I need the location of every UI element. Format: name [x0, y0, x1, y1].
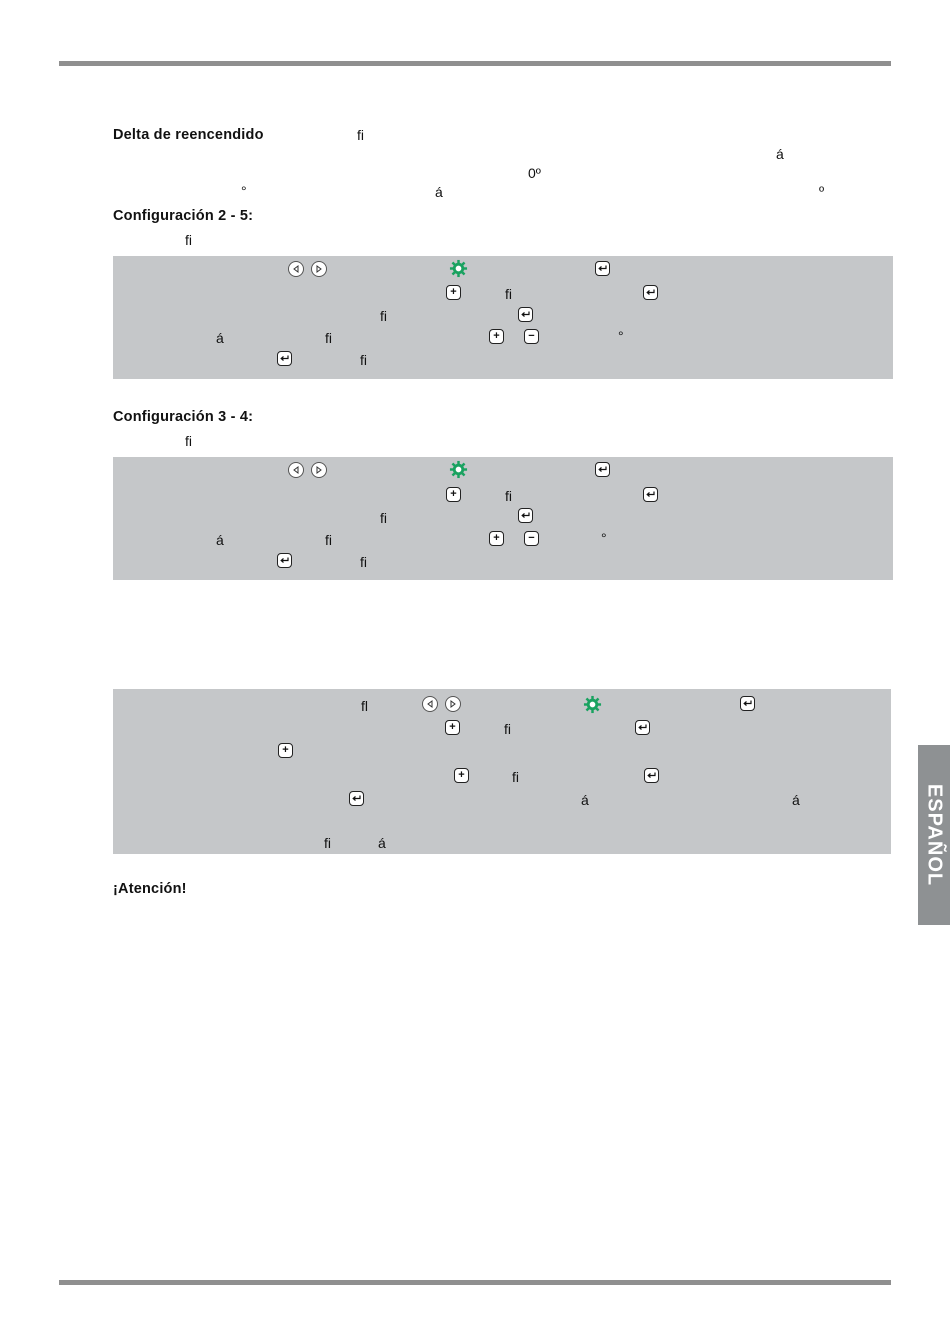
- body-glyph: á: [792, 792, 800, 808]
- body-glyph: °: [601, 530, 607, 546]
- body-glyph: á: [378, 835, 386, 851]
- language-label: ESPAÑOL: [923, 783, 946, 887]
- body-glyph: á: [776, 146, 784, 162]
- gear-icon: [449, 460, 468, 479]
- enter-button-icon: [518, 307, 533, 322]
- right-arrow-icon: [445, 696, 461, 712]
- left-arrow-icon: [288, 462, 304, 478]
- body-glyph: á: [435, 184, 443, 200]
- plus-button-icon: +: [489, 531, 504, 546]
- config-3-4-heading: Configuración 3 - 4:: [113, 409, 254, 425]
- body-glyph: 0º: [528, 165, 541, 181]
- right-arrow-icon: [311, 462, 327, 478]
- body-glyph: º: [819, 183, 825, 199]
- instruction-panel-config-2-5: [113, 256, 893, 379]
- delta-heading: Delta de reencendido: [113, 127, 264, 143]
- body-glyph: fi: [357, 127, 364, 143]
- left-arrow-icon: [422, 696, 438, 712]
- enter-button-icon: [595, 261, 610, 276]
- body-glyph: á: [216, 532, 224, 548]
- bottom-rule: [59, 1280, 891, 1285]
- plus-button-icon: +: [446, 285, 461, 300]
- enter-button-icon: [518, 508, 533, 523]
- enter-button-icon: [349, 791, 364, 806]
- config-2-5-heading: Configuración 2 - 5:: [113, 208, 254, 224]
- enter-button-icon: [277, 351, 292, 366]
- attention-heading: ¡Atención!: [113, 881, 187, 897]
- body-glyph: fi: [185, 232, 192, 248]
- enter-button-icon: [643, 285, 658, 300]
- body-glyph: fi: [325, 330, 332, 346]
- body-glyph: fi: [380, 308, 387, 324]
- body-glyph: fi: [504, 721, 511, 737]
- enter-button-icon: [635, 720, 650, 735]
- body-glyph: fi: [512, 769, 519, 785]
- body-glyph: °: [618, 328, 624, 344]
- gear-icon: [583, 695, 602, 714]
- gear-icon: [449, 259, 468, 278]
- plus-button-icon: +: [278, 743, 293, 758]
- body-glyph: á: [581, 792, 589, 808]
- plus-button-icon: +: [446, 487, 461, 502]
- left-arrow-icon: [288, 261, 304, 277]
- plus-button-icon: +: [489, 329, 504, 344]
- minus-button-icon: −: [524, 531, 539, 546]
- enter-button-icon: [277, 553, 292, 568]
- body-glyph: fi: [380, 510, 387, 526]
- body-glyph: fi: [360, 352, 367, 368]
- body-glyph: fi: [360, 554, 367, 570]
- body-glyph: á: [216, 330, 224, 346]
- body-glyph: °: [241, 183, 247, 199]
- body-glyph: fl: [361, 698, 368, 714]
- instruction-panel-3: [113, 689, 891, 854]
- body-glyph: fi: [505, 286, 512, 302]
- minus-button-icon: −: [524, 329, 539, 344]
- right-arrow-icon: [311, 261, 327, 277]
- enter-button-icon: [644, 768, 659, 783]
- plus-button-icon: +: [445, 720, 460, 735]
- body-glyph: fi: [185, 433, 192, 449]
- instruction-panel-config-3-4: [113, 457, 893, 580]
- top-rule: [59, 61, 891, 66]
- body-glyph: fi: [325, 532, 332, 548]
- enter-button-icon: [643, 487, 658, 502]
- enter-button-icon: [595, 462, 610, 477]
- body-glyph: fi: [505, 488, 512, 504]
- body-glyph: fi: [324, 835, 331, 851]
- plus-button-icon: +: [454, 768, 469, 783]
- enter-button-icon: [740, 696, 755, 711]
- language-side-tab: [918, 745, 950, 925]
